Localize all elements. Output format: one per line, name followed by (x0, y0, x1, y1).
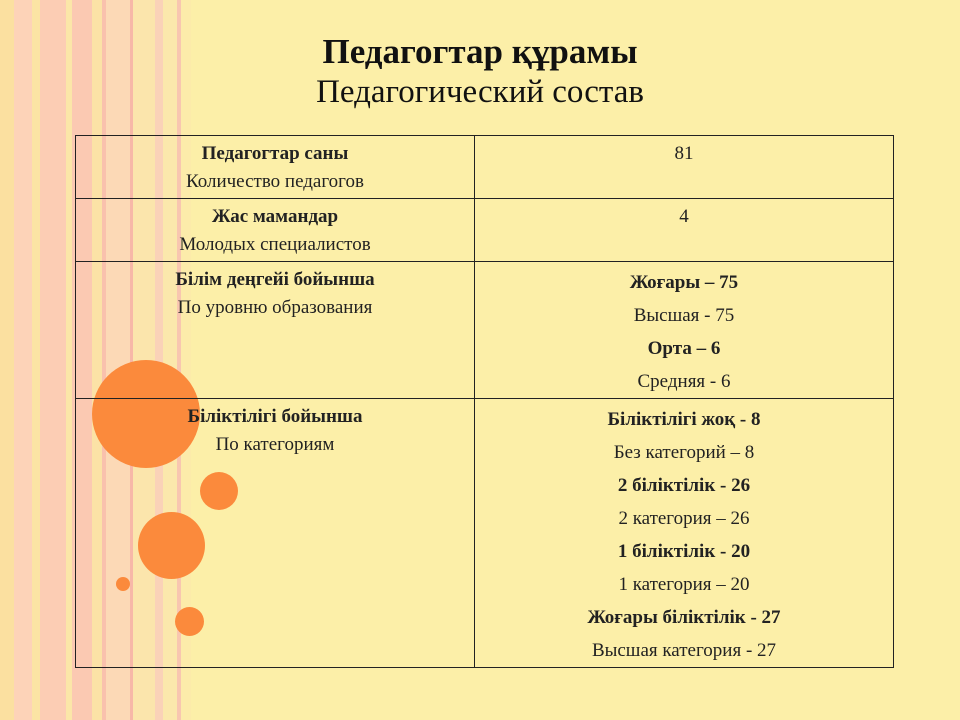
value-line: 81 (674, 143, 694, 164)
table-row (76, 262, 894, 399)
value-line: Высшая - 75 (633, 305, 735, 326)
title-russian: Педагогический состав (316, 74, 644, 110)
label-cell (76, 262, 475, 399)
label-ru: Молодых специалистов (179, 234, 371, 255)
staff-table (75, 135, 894, 668)
value-line: 2 категория – 26 (618, 508, 750, 529)
value-line: Орта – 6 (647, 338, 721, 359)
value-line: Біліктілігі жоқ - 8 (607, 409, 761, 430)
value-cell (475, 136, 894, 199)
value-line: Высшая категория - 27 (591, 640, 777, 661)
value-cell (475, 262, 894, 399)
label-ru: По категориям (215, 434, 335, 455)
value-cell (475, 199, 894, 262)
label-cell (76, 136, 475, 199)
table-row (76, 399, 894, 668)
value-line: Жоғары біліктілік - 27 (587, 607, 781, 628)
table-row (76, 136, 894, 199)
value-line: Жоғары – 75 (629, 272, 739, 293)
value-line: Средняя - 6 (637, 371, 731, 392)
value-line: 2 біліктілік - 26 (617, 475, 751, 496)
label-ru: По уровню образования (177, 297, 373, 318)
value-line: 4 (679, 206, 689, 227)
title-kazakh: Педагогтар құрамы (322, 32, 638, 71)
slide-title (190, 32, 770, 112)
value-line: 1 категория – 20 (618, 574, 750, 595)
label-kz: Педагогтар саны (201, 143, 349, 164)
label-cell (76, 399, 475, 668)
label-kz: Біліктілігі бойынша (187, 406, 363, 427)
label-kz: Білім деңгейі бойынша (175, 269, 375, 290)
value-line: 1 біліктілік - 20 (617, 541, 751, 562)
value-cell (475, 399, 894, 668)
label-kz: Жас мамандар (211, 206, 339, 227)
label-cell (76, 199, 475, 262)
value-line: Без категорий – 8 (613, 442, 755, 463)
label-ru: Количество педагогов (186, 171, 364, 192)
table-row (76, 199, 894, 262)
